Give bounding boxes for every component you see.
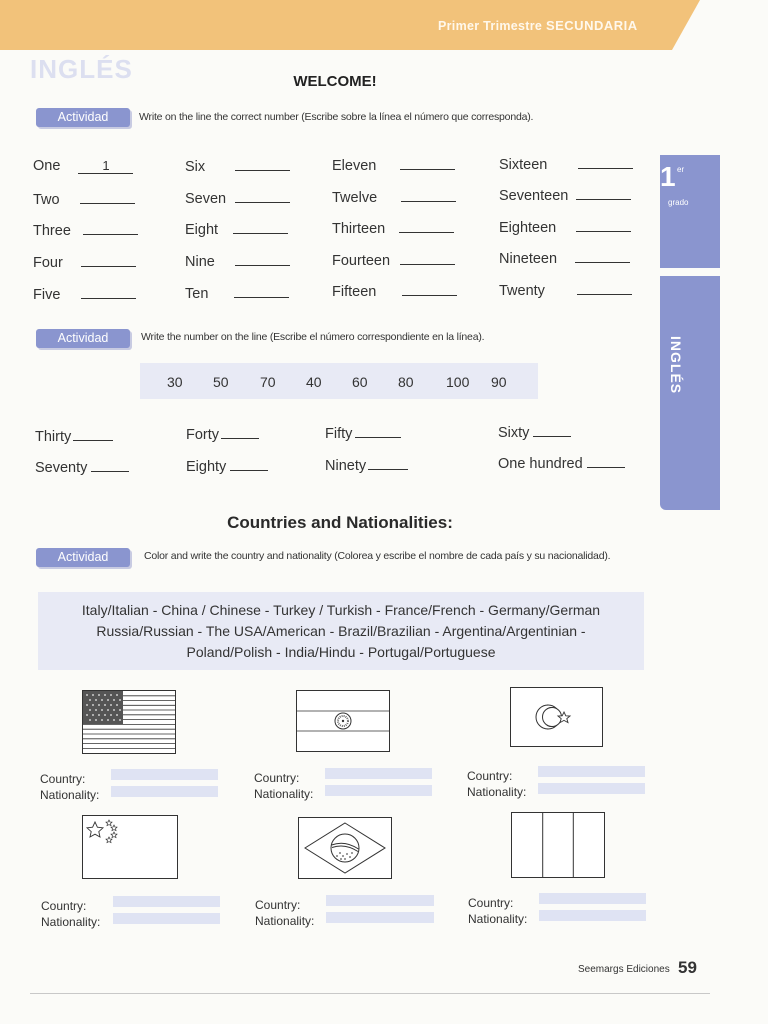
number-word-row: Six <box>185 156 290 175</box>
page-number: 59 <box>678 958 697 977</box>
number-word-row: Nine <box>185 251 290 270</box>
country-label: Country: <box>468 896 514 910</box>
answer-blank[interactable] <box>368 455 408 470</box>
tens-word-row: Fifty <box>325 423 401 442</box>
word-bank-line: Italy/Italian - China / Chinese - Turkey / Turkish - France/French - Germany/German <box>81 602 601 618</box>
country-label: Country: <box>40 772 86 786</box>
nationality-label: Nationality: <box>40 788 100 802</box>
answer-blank[interactable] <box>399 218 454 233</box>
country-answer-field[interactable] <box>325 768 432 779</box>
tens-word-row: One hundred <box>498 453 625 472</box>
grade-word: grado <box>668 198 689 207</box>
answer-blank[interactable] <box>577 280 632 295</box>
tens-word-row: Seventy <box>35 457 129 476</box>
page-title: WELCOME! <box>293 73 377 90</box>
answer-blank[interactable] <box>402 281 457 296</box>
banner-level: SECUNDARIA <box>545 18 638 33</box>
country-label: Country: <box>41 899 87 913</box>
answer-blank[interactable] <box>233 219 288 234</box>
activity-1-instruction: Write on the line the correct number (Escribe sobre la línea el número que corresponda). <box>139 111 534 123</box>
answer-blank[interactable] <box>587 453 625 468</box>
answer-blank[interactable] <box>400 250 455 265</box>
nationality-label: Nationality: <box>467 785 527 799</box>
tens-word-row: Ninety <box>325 455 408 474</box>
answer-blank[interactable] <box>230 456 268 471</box>
tens-word-row: Thirty <box>35 426 113 445</box>
usa-flag[interactable] <box>82 690 176 754</box>
china-flag[interactable] <box>82 815 178 879</box>
banner-text <box>438 18 638 33</box>
banner-trimester: Primer Trimestre <box>438 19 543 33</box>
nationality-answer-field[interactable] <box>326 912 434 923</box>
country-word-bank <box>38 592 644 670</box>
answer-blank[interactable] <box>83 220 138 235</box>
nationality-answer-field[interactable] <box>538 783 645 794</box>
word-bank-line: Poland/Polish - India/Hindu - Portugal/Portuguese <box>186 644 496 660</box>
bank-number: 70 <box>260 374 276 390</box>
number-word-row: Eighteen <box>499 217 631 236</box>
number-word-row: Seven <box>185 188 290 207</box>
answer-blank[interactable] <box>235 251 290 266</box>
answer-blank[interactable] <box>81 252 136 267</box>
tens-word-row: Eighty <box>186 456 268 475</box>
country-answer-field[interactable] <box>326 895 434 906</box>
tricolor-flag[interactable] <box>511 812 605 878</box>
answer-blank[interactable] <box>91 457 129 472</box>
nationality-answer-field[interactable] <box>539 910 646 921</box>
bank-number: 50 <box>213 374 229 390</box>
number-bank <box>140 363 538 399</box>
nationality-label: Nationality: <box>254 787 314 801</box>
nationality-answer-field[interactable] <box>111 786 218 797</box>
number-word-row: Seventeen <box>499 185 631 204</box>
number-word-row: Fifteen <box>332 281 457 300</box>
answer-blank[interactable] <box>80 189 135 204</box>
number-word-row: Four <box>33 252 136 271</box>
nationality-label: Nationality: <box>468 912 528 926</box>
activity-2-tag: Actividad <box>36 329 130 348</box>
country-answer-field[interactable] <box>538 766 645 777</box>
answer-blank[interactable] <box>355 423 401 438</box>
country-label: Country: <box>467 769 513 783</box>
nationality-answer-field[interactable] <box>325 785 432 796</box>
country-answer-field[interactable] <box>539 893 646 904</box>
tens-word-row: Sixty <box>498 422 571 441</box>
answer-blank[interactable] <box>578 154 633 169</box>
number-word-row: Sixteen <box>499 154 633 173</box>
answer-blank[interactable] <box>533 422 571 437</box>
number-word-row: Twenty <box>499 280 632 299</box>
answer-blank[interactable] <box>81 284 136 299</box>
activity-3-tag: Actividad <box>36 548 130 567</box>
india-flag[interactable] <box>296 690 390 752</box>
answer-blank[interactable]: 1 <box>78 159 133 174</box>
grade-tab <box>660 155 720 268</box>
footer-divider <box>30 993 710 994</box>
answer-blank[interactable] <box>234 283 289 298</box>
activity-1-tag: Actividad <box>36 108 130 127</box>
bank-number: 30 <box>167 374 183 390</box>
answer-blank[interactable] <box>221 424 259 439</box>
answer-blank[interactable] <box>235 156 290 171</box>
answer-blank[interactable] <box>73 426 113 441</box>
publisher-name: Seemargs Ediciones <box>578 964 670 975</box>
bank-number: 60 <box>352 374 368 390</box>
country-answer-field[interactable] <box>111 769 218 780</box>
answer-blank[interactable] <box>576 185 631 200</box>
activity-2-instruction: Write the number on the line (Escribe el número correspondiente en la línea). <box>141 331 485 343</box>
section-title: Countries and Nationalities: <box>227 513 453 532</box>
turkey-flag[interactable] <box>510 687 603 747</box>
subject-tab-label: INGLÉS <box>668 336 684 395</box>
country-label: Country: <box>254 771 300 785</box>
brazil-flag[interactable] <box>298 817 392 879</box>
number-word-row: Eight <box>185 219 288 238</box>
grade-sup: er <box>677 165 685 174</box>
answer-blank[interactable] <box>576 217 631 232</box>
grade-number: 1 <box>660 161 676 192</box>
number-word-row: One 1 <box>33 158 133 174</box>
nationality-answer-field[interactable] <box>113 913 220 924</box>
answer-blank[interactable] <box>235 188 290 203</box>
nationality-label: Nationality: <box>41 915 101 929</box>
answer-blank[interactable] <box>400 155 455 170</box>
number-word-row: Five <box>33 284 136 303</box>
country-answer-field[interactable] <box>113 896 220 907</box>
activity-3-instruction: Color and write the country and nationality (Colorea y escribe el nombre de cada país y su nacionalidad). <box>144 550 611 562</box>
bank-number: 40 <box>306 374 322 390</box>
nationality-label: Nationality: <box>255 914 315 928</box>
subject-tab <box>660 276 720 510</box>
tens-word-row: Forty <box>186 424 259 443</box>
bank-number: 100 <box>446 374 470 390</box>
answer-blank[interactable] <box>575 248 630 263</box>
word-bank-line: Russia/Russian - The USA/American - Brazil/Brazilian - Argentina/Argentinian - <box>96 623 586 639</box>
number-word-row: Nineteen <box>499 248 630 267</box>
number-word-row: Thirteen <box>332 218 454 237</box>
number-word-row: Fourteen <box>332 250 455 269</box>
bank-number: 90 <box>491 374 507 390</box>
answer-blank[interactable] <box>401 187 456 202</box>
number-word-row: Two <box>33 189 135 208</box>
number-word-row: Eleven <box>332 155 455 174</box>
number-word-row: Ten <box>185 283 289 302</box>
country-label: Country: <box>255 898 301 912</box>
subject-ghost-title: INGLÉS <box>30 54 133 84</box>
number-word-row: Twelve <box>332 187 456 206</box>
bank-number: 80 <box>398 374 414 390</box>
number-word-row: Three <box>33 220 138 239</box>
